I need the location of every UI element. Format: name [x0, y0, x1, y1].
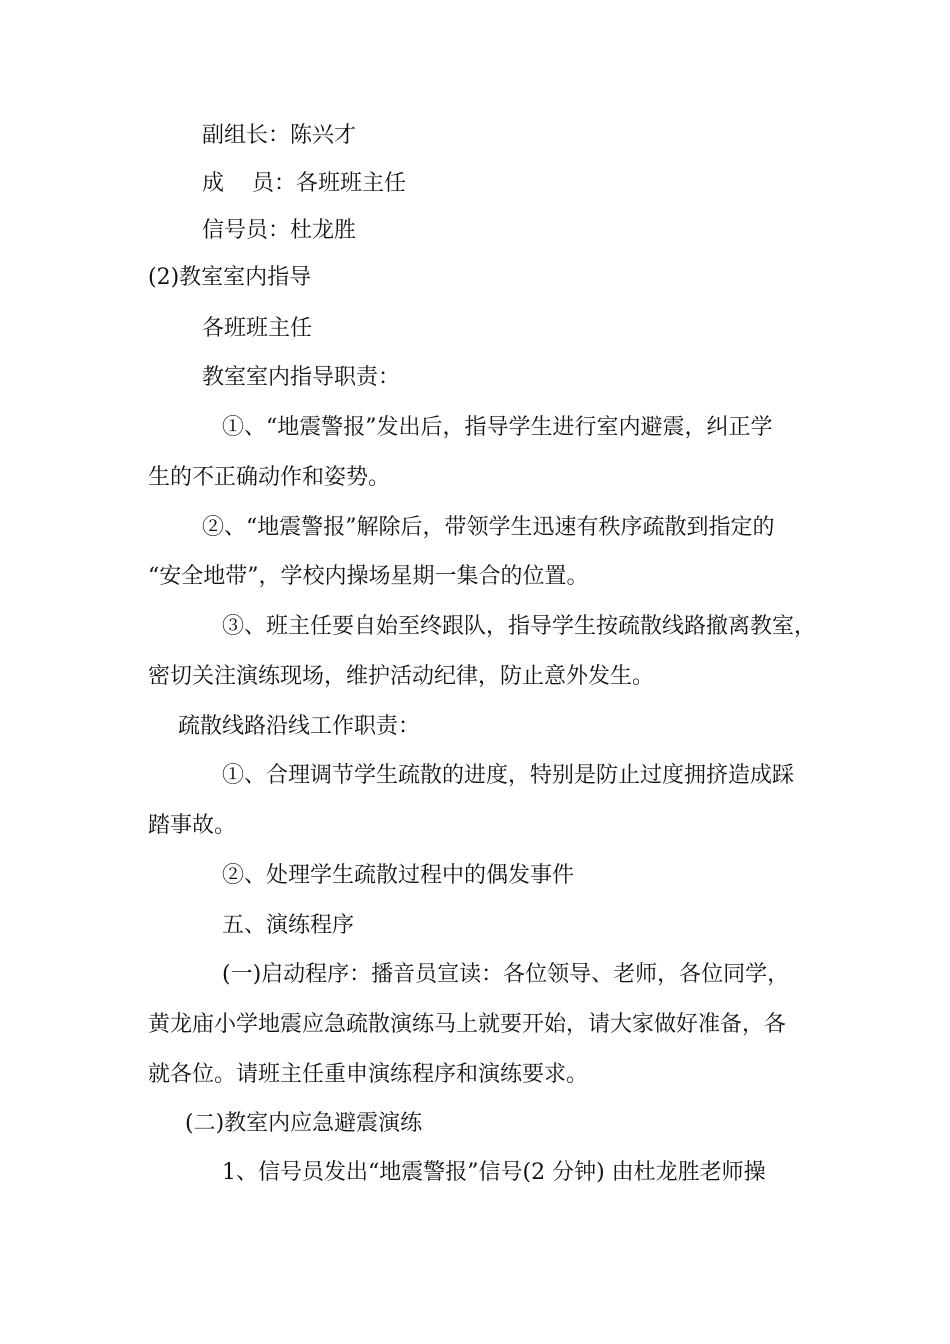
text-line: ②、处理学生疏散过程中的偶发事件: [222, 863, 575, 888]
section-heading: 五、演练程序: [222, 913, 355, 938]
text-line: “安全地带”，学校内操场星期一集合的位置。: [148, 564, 589, 589]
text-line: 踏事故。: [148, 813, 237, 838]
text-line: 成 员：各班班主任: [202, 171, 406, 196]
text-line: 信号员：杜龙胜: [202, 218, 357, 243]
text-line: 1、信号员发出“地震警报”信号(2 分钟) 由杜龙胜老师操: [222, 1160, 766, 1185]
text-line: 就各位。请班主任重申演练程序和演练要求。: [148, 1062, 589, 1087]
text-line: 教室室内指导职责：: [202, 365, 401, 390]
text-line: 密切关注演练现场，维护活动纪律，防止意外发生。: [148, 664, 655, 689]
text-line: 生的不正确动作和姿势。: [148, 465, 391, 490]
text-line: 疏散线路沿线工作职责：: [178, 714, 421, 739]
text-line: ③、班主任要自始至终跟队，指导学生按疏散线路撤离教室，: [222, 614, 817, 639]
section-heading: (2)教室室内指导: [148, 265, 312, 290]
text-line: 黄龙庙小学地震应急疏散演练马上就要开始，请大家做好准备，各: [148, 1012, 787, 1037]
text-line: (一)启动程序：播音员宣读：各位领导、老师，各位同学，: [222, 962, 790, 987]
text-line: 副组长：陈兴才: [202, 123, 357, 148]
text-line: ②、“地震警报”解除后，带领学生迅速有秩序疏散到指定的: [202, 515, 775, 540]
text-line: ①、“地震警报”发出后，指导学生进行室内避震，纠正学: [222, 415, 773, 440]
section-heading: (二)教室内应急避震演练: [185, 1111, 423, 1136]
text-line: 各班班主任: [202, 316, 313, 341]
text-line: ①、合理调节学生疏散的进度，特别是防止过度拥挤造成踩: [222, 763, 795, 788]
